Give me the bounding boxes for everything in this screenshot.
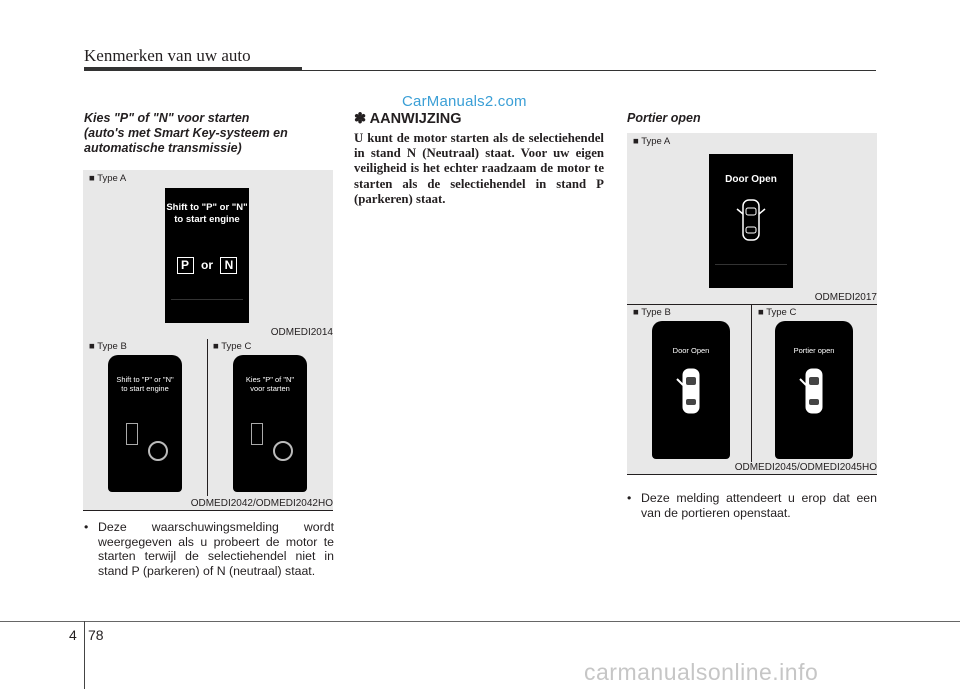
figure-type-b-label: ■ Type B [633, 307, 671, 318]
figure-type-c-label: ■ Type C [758, 307, 797, 318]
figure-code: ODMEDI2017 [814, 292, 877, 303]
figure-shift-warning-type-a [83, 170, 333, 339]
screen-message-c: Portier open [793, 346, 835, 355]
start-button-icon [273, 441, 293, 461]
bullet-dot-icon: • [84, 520, 89, 534]
cluster-display-screen-b [108, 355, 182, 492]
figure-rule [83, 510, 333, 511]
start-button-icon [148, 441, 168, 461]
car-top-view-icon [798, 365, 830, 419]
bullet-warning-description: • Deze waarschuwingsmelding wordt weergegeven als u probeert de motor te starten terwijl de selectiehendel niet in stand P (parkeren) of N (neutraal) staat. [84, 520, 334, 578]
cluster-display-screen-c [775, 321, 853, 459]
watermark-link-top[interactable]: CarManuals2.com [402, 93, 527, 110]
note-title: ✽ AANWIJZING [354, 111, 462, 127]
header-rule-thin [300, 70, 876, 71]
section-heading-kies-p-of-n: Kies "P" of "N" voor starten (auto's met Smart Key-systeem en automatische transmissie) [84, 111, 288, 155]
odometer-ghost-icon [715, 264, 787, 284]
footer-rule [0, 621, 960, 622]
figure-type-b-label: ■ Type B [89, 341, 127, 352]
section-heading-portier-open: Portier open [627, 111, 701, 125]
cluster-display-screen-b [652, 321, 730, 459]
note-body: U kunt de motor starten als de selectiehendel in stand N (Neutraal) staat. Voor uw eigen veiligheid is het echter raadzaam de motor te starten als de selectiehendel in stand P (parkeren) staat. [354, 131, 604, 206]
car-top-view-icon [675, 365, 707, 419]
figure-door-open-type-b-c [627, 305, 877, 475]
page-header-title: Kenmerken van uw auto [84, 46, 251, 65]
figure-shift-warning-type-b-c [83, 339, 333, 511]
figure-code: ODMEDI2045/ODMEDI2045HO [734, 462, 877, 473]
gear-indicator: P or N [165, 256, 249, 274]
cluster-display-screen-c [233, 355, 307, 492]
figure-type-label: ■ Type A [89, 173, 127, 184]
odometer-ghost-icon [171, 299, 243, 319]
figure-divider [751, 305, 752, 462]
screen-message: Shift to "P" or "N" to start engine [166, 202, 248, 225]
bullet-dot-icon: • [627, 491, 632, 505]
screen-message-b: Door Open [672, 346, 710, 355]
cluster-display-screen [709, 154, 793, 288]
figure-type-label: ■ Type A [633, 136, 671, 147]
figure-door-open-type-a [627, 133, 877, 305]
gear-selector-icon [251, 423, 263, 445]
header-rule-thick [84, 67, 302, 71]
figure-type-c-label: ■ Type C [213, 341, 252, 352]
footer-divider [84, 621, 85, 689]
watermark-link-bottom[interactable]: carmanualsonline.info [584, 659, 819, 685]
car-top-view-icon [735, 196, 767, 246]
screen-message: Door Open [725, 174, 777, 185]
page-number: 78 [88, 627, 104, 643]
gear-selector-icon [126, 423, 138, 445]
chapter-number: 4 [69, 627, 77, 643]
gear-p-icon: P [177, 257, 194, 274]
bullet-door-open-description: • Deze melding attendeert u erop dat een van de portieren openstaat. [627, 491, 877, 520]
screen-message-b: Shift to "P" or "N" to start engine [116, 375, 174, 393]
cluster-display-screen [165, 188, 249, 323]
screen-message-c: Kies "P" of "N" voor starten [245, 375, 295, 393]
figure-code: ODMEDI2042/ODMEDI2042HO [190, 498, 333, 509]
figure-rule [627, 474, 877, 475]
figure-code: ODMEDI2014 [270, 327, 333, 338]
figure-divider [207, 339, 208, 496]
gear-n-icon: N [220, 257, 237, 274]
